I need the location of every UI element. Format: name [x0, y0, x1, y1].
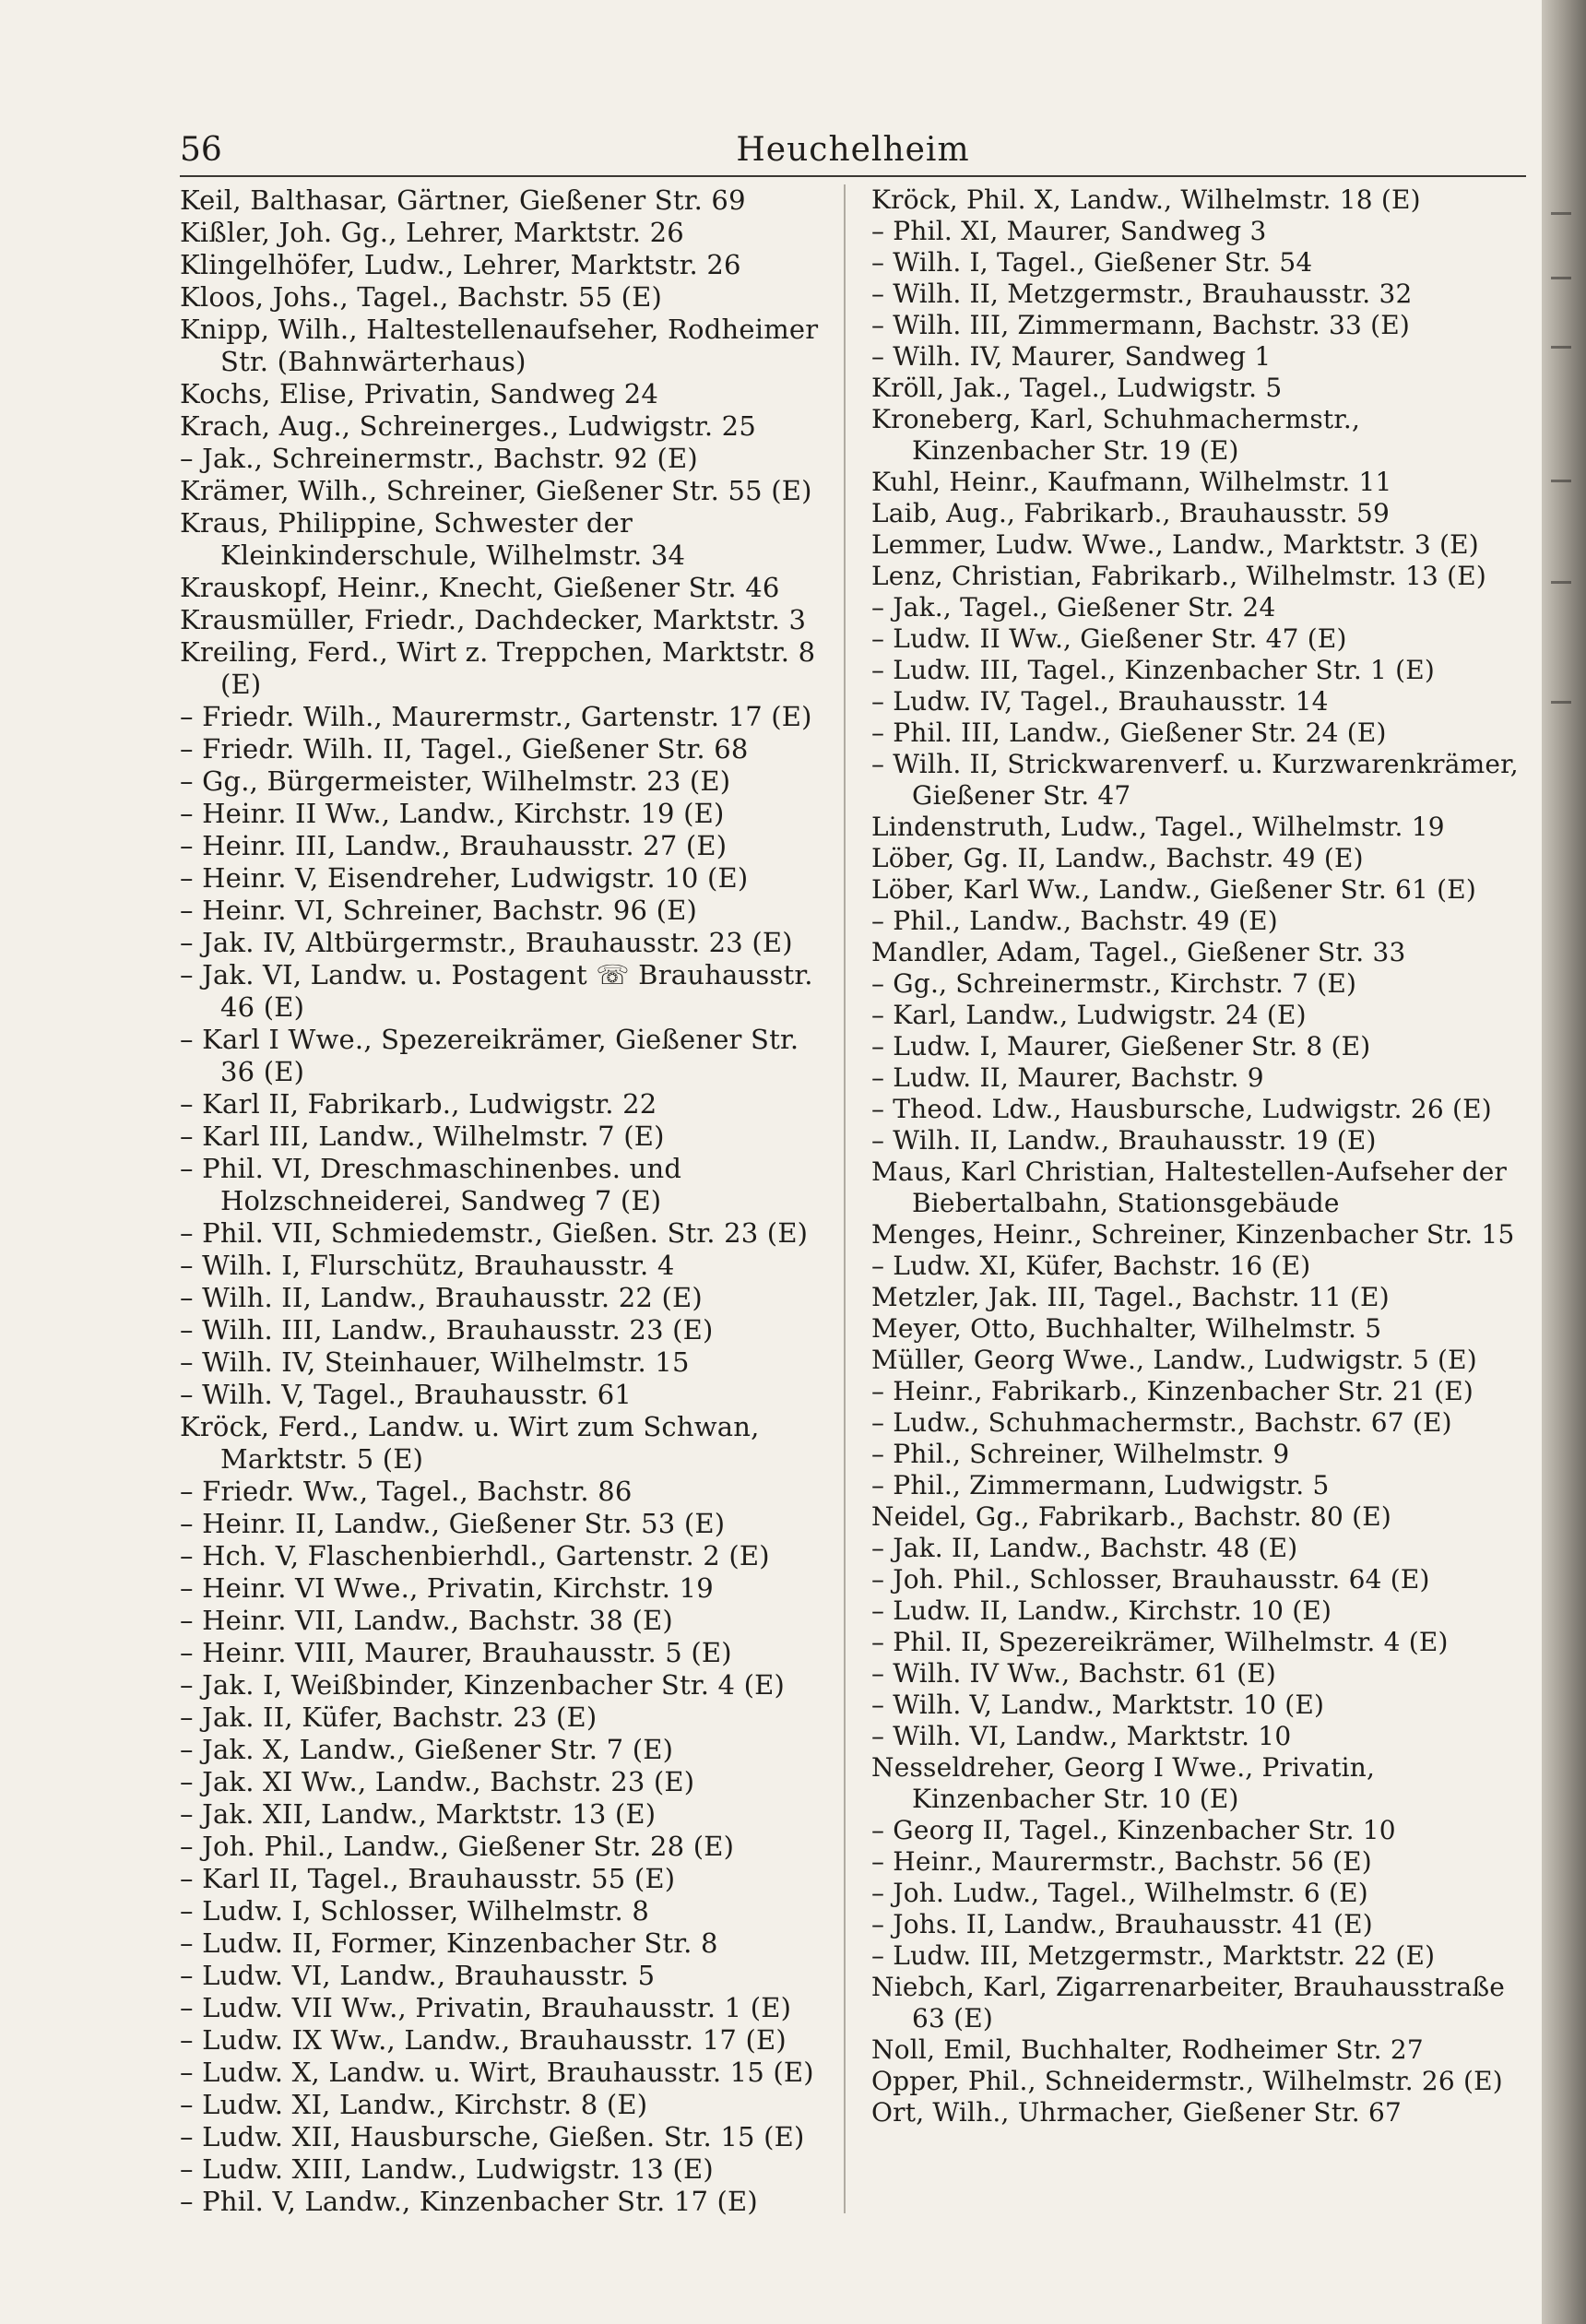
directory-entry: Löber, Karl Ww., Landw., Gießener Str. 61 (E)	[871, 874, 1477, 905]
directory-entry: – Wilh. II, Landw., Brauhausstr. 22 (E)	[180, 1282, 703, 1313]
directory-entry: – Jak. II, Landw., Bachstr. 48 (E)	[871, 1533, 1298, 1563]
page-number: 56	[180, 131, 222, 169]
directory-entry: – Karl II, Tagel., Brauhausstr. 55 (E)	[180, 1863, 676, 1894]
directory-entry: – Ludw. VII Ww., Privatin, Brauhausstr. 1 (E)	[180, 1992, 792, 2023]
directory-entry: – Jak. X, Landw., Gießener Str. 7 (E)	[180, 1734, 674, 1765]
directory-entry: – Wilh. II, Strickwarenverf. u. Kurzwarenkrämer, Gießener Str. 47	[871, 749, 1519, 811]
directory-entry: – Wilh. IV, Steinhauer, Wilhelmstr. 15	[180, 1346, 690, 1378]
directory-entry: Kroneberg, Karl, Schuhmachermstr., Kinzenbacher Str. 19 (E)	[871, 404, 1361, 466]
directory-entry: Noll, Emil, Buchhalter, Rodheimer Str. 27	[871, 2034, 1424, 2065]
directory-entry: Ort, Wilh., Uhrmacher, Gießener Str. 67	[871, 2097, 1403, 2128]
directory-entry: Kröll, Jak., Tagel., Ludwigstr. 5	[871, 373, 1283, 403]
directory-entry: – Jak. XI Ww., Landw., Bachstr. 23 (E)	[180, 1766, 695, 1797]
directory-entry: – Phil., Landw., Bachstr. 49 (E)	[871, 906, 1278, 936]
directory-entry: Knipp, Wilh., Haltestellenaufseher, Rodheimer Str. (Bahnwärterhaus)	[180, 314, 819, 377]
directory-entry: – Ludw. I, Schlosser, Wilhelmstr. 8	[180, 1895, 650, 1927]
directory-entry: – Wilh. VI, Landw., Marktstr. 10	[871, 1721, 1292, 1751]
directory-entry: – Hch. V, Flaschenbierhdl., Gartenstr. 2 (E)	[180, 1540, 770, 1571]
directory-entry: – Ludw. IX Ww., Landw., Brauhausstr. 17 (E)	[180, 2024, 787, 2056]
directory-entry: Menges, Heinr., Schreiner, Kinzenbacher Str. 15	[871, 1219, 1515, 1250]
directory-entry: – Gg., Bürgermeister, Wilhelmstr. 23 (E)	[180, 765, 731, 797]
directory-entry: – Theod. Ldw., Hausbursche, Ludwigstr. 26 (E)	[871, 1094, 1492, 1124]
directory-entry: – Wilh. V, Landw., Marktstr. 10 (E)	[871, 1690, 1325, 1720]
directory-entry: – Ludw. XI, Landw., Kirchstr. 8 (E)	[180, 2089, 648, 2120]
directory-entry: Kröck, Phil. X, Landw., Wilhelmstr. 18 (E)	[871, 184, 1421, 215]
directory-entry: – Heinr., Maurermstr., Bachstr. 56 (E)	[871, 1846, 1372, 1877]
directory-entry: – Friedr. Wilh. II, Tagel., Gießener Str. 68	[180, 733, 749, 765]
directory-entry: Krämer, Wilh., Schreiner, Gießener Str. 55 (E)	[180, 475, 812, 506]
directory-entry: – Ludw. II, Former, Kinzenbacher Str. 8	[180, 1927, 718, 1959]
directory-entry: Lemmer, Ludw. Wwe., Landw., Marktstr. 3 (E)	[871, 529, 1479, 560]
directory-entry: – Phil., Zimmermann, Ludwigstr. 5	[871, 1470, 1330, 1500]
directory-entry: – Ludw. XI, Küfer, Bachstr. 16 (E)	[871, 1251, 1311, 1281]
directory-entry: – Phil. II, Spezereikrämer, Wilhelmstr. 4 (E)	[871, 1627, 1449, 1657]
directory-entry: – Joh. Ludw., Tagel., Wilhelmstr. 6 (E)	[871, 1878, 1368, 1908]
directory-entry: – Ludw. VI, Landw., Brauhausstr. 5	[180, 1960, 656, 1991]
directory-entry: – Wilh. IV, Maurer, Sandweg 1	[871, 341, 1272, 372]
directory-entry: – Wilh. I, Tagel., Gießener Str. 54	[871, 247, 1313, 278]
directory-entry: – Karl, Landw., Ludwigstr. 24 (E)	[871, 1000, 1307, 1030]
directory-entry: Lindenstruth, Ludw., Tagel., Wilhelmstr. 19	[871, 812, 1445, 842]
directory-entry: Löber, Gg. II, Landw., Bachstr. 49 (E)	[871, 843, 1364, 873]
directory-entry: Meyer, Otto, Buchhalter, Wilhelmstr. 5	[871, 1313, 1382, 1344]
left-column	[180, 184, 830, 2232]
directory-entry: – Heinr. VI Wwe., Privatin, Kirchstr. 19	[180, 1572, 714, 1604]
directory-entry: Krausmüller, Friedr., Dachdecker, Marktstr. 3	[180, 604, 807, 635]
directory-entry: – Friedr. Wilh., Maurermstr., Gartenstr. 17 (E)	[180, 701, 812, 732]
directory-entry: – Heinr. II Ww., Landw., Kirchstr. 19 (E)	[180, 798, 725, 829]
directory-entry: – Karl II, Fabrikarb., Ludwigstr. 22	[180, 1088, 657, 1120]
directory-entry: – Heinr., Fabrikarb., Kinzenbacher Str. 21 (E)	[871, 1376, 1474, 1406]
directory-entry: – Heinr. III, Landw., Brauhausstr. 27 (E)	[180, 830, 728, 861]
directory-entry: – Ludw. IV, Tagel., Brauhausstr. 14	[871, 686, 1329, 717]
directory-entry: Opper, Phil., Schneidermstr., Wilhelmstr. 26 (E)	[871, 2066, 1503, 2096]
directory-entry: – Phil. VII, Schmiedemstr., Gießen. Str. 23 (E)	[180, 1217, 809, 1249]
directory-entry: Lenz, Christian, Fabrikarb., Wilhelmstr. 13 (E)	[871, 561, 1487, 591]
directory-entry: – Jak. I, Weißbinder, Kinzenbacher Str. 4 (E)	[180, 1669, 785, 1701]
right-column	[871, 184, 1521, 2232]
adjacent-page-edge	[1542, 0, 1586, 2324]
directory-entry: – Phil., Schreiner, Wilhelmstr. 9	[871, 1439, 1290, 1469]
header-rule	[180, 175, 1526, 177]
directory-entry: – Wilh. II, Metzgermstr., Brauhausstr. 32	[871, 279, 1413, 309]
directory-entry: Kißler, Joh. Gg., Lehrer, Marktstr. 26	[180, 217, 684, 248]
directory-entry: – Friedr. Ww., Tagel., Bachstr. 86	[180, 1476, 633, 1507]
directory-entry: – Ludw. III, Tagel., Kinzenbacher Str. 1 (E)	[871, 655, 1436, 685]
directory-entry: – Heinr. II, Landw., Gießener Str. 53 (E)	[180, 1508, 726, 1539]
directory-entry: – Joh. Phil., Landw., Gießener Str. 28 (E)	[180, 1831, 735, 1862]
directory-entry: – Phil. VI, Dreschmaschinenbes. und Holzschneiderei, Sandweg 7 (E)	[180, 1153, 682, 1216]
directory-entry: Kreiling, Ferd., Wirt z. Treppchen, Marktstr. 8 (E)	[180, 636, 816, 700]
directory-entry: – Ludw. XII, Hausbursche, Gießen. Str. 15 (E)	[180, 2121, 805, 2152]
directory-entry: – Heinr. VIII, Maurer, Brauhausstr. 5 (E)	[180, 1637, 732, 1668]
directory-entry: – Phil. V, Landw., Kinzenbacher Str. 17 (E)	[180, 2186, 758, 2217]
directory-entry: – Heinr. V, Eisendreher, Ludwigstr. 10 (E)	[180, 862, 749, 894]
directory-entry: Keil, Balthasar, Gärtner, Gießener Str. 69	[180, 184, 746, 216]
directory-entry: – Ludw., Schuhmachermstr., Bachstr. 67 (E)	[871, 1407, 1452, 1438]
directory-entry: – Jak. II, Küfer, Bachstr. 23 (E)	[180, 1702, 598, 1733]
directory-entry: – Heinr. VII, Landw., Bachstr. 38 (E)	[180, 1605, 673, 1636]
directory-entry: Müller, Georg Wwe., Landw., Ludwigstr. 5 (E)	[871, 1345, 1477, 1375]
directory-entry: Niebch, Karl, Zigarrenarbeiter, Brauhausstraße 63 (E)	[871, 1972, 1506, 2034]
directory-entry: – Johs. II, Landw., Brauhausstr. 41 (E)	[871, 1909, 1373, 1939]
directory-entry: – Jak. IV, Altbürgermstr., Brauhausstr. 23 (E)	[180, 927, 793, 958]
running-title: Heuchelheim	[736, 131, 970, 169]
directory-entry: Krauskopf, Heinr., Knecht, Gießener Str. 46	[180, 572, 780, 603]
directory-entry: – Ludw. II Ww., Gießener Str. 47 (E)	[871, 623, 1347, 654]
directory-entry: – Ludw. II, Landw., Kirchstr. 10 (E)	[871, 1595, 1332, 1626]
directory-entry: – Ludw. XIII, Landw., Ludwigstr. 13 (E)	[180, 2153, 714, 2185]
directory-entry: Neidel, Gg., Fabrikarb., Bachstr. 80 (E)	[871, 1501, 1391, 1532]
directory-entry: Laib, Aug., Fabrikarb., Brauhausstr. 59	[871, 498, 1390, 528]
directory-entry: Kröck, Ferd., Landw. u. Wirt zum Schwan, Marktstr. 5 (E)	[180, 1411, 760, 1475]
directory-entry: Maus, Karl Christian, Haltestellen-Aufseher der Biebertalbahn, Stationsgebäude	[871, 1156, 1508, 1218]
directory-entry: Metzler, Jak. III, Tagel., Bachstr. 11 (E)	[871, 1282, 1390, 1312]
directory-entry: – Wilh. IV Ww., Bachstr. 61 (E)	[871, 1658, 1276, 1689]
directory-entry: – Phil. XI, Maurer, Sandweg 3	[871, 216, 1267, 246]
directory-entry: – Heinr. VI, Schreiner, Bachstr. 96 (E)	[180, 895, 697, 926]
directory-entry: – Wilh. V, Tagel., Brauhausstr. 61	[180, 1379, 633, 1410]
directory-entry: Kuhl, Heinr., Kaufmann, Wilhelmstr. 11	[871, 467, 1392, 497]
directory-entry: – Ludw. II, Maurer, Bachstr. 9	[871, 1062, 1264, 1093]
directory-entry: Nesseldreher, Georg I Wwe., Privatin, Kinzenbacher Str. 10 (E)	[871, 1752, 1376, 1814]
directory-entry: – Jak., Tagel., Gießener Str. 24	[871, 592, 1276, 622]
directory-entry: Krach, Aug., Schreinerges., Ludwigstr. 25	[180, 410, 756, 442]
directory-entry: – Wilh. II, Landw., Brauhausstr. 19 (E)	[871, 1125, 1377, 1156]
directory-entry: – Jak., Schreinermstr., Bachstr. 92 (E)	[180, 443, 698, 474]
directory-entry: Klingelhöfer, Ludw., Lehrer, Marktstr. 26	[180, 249, 741, 280]
directory-entry: Kraus, Philippine, Schwester der Kleinkinderschule, Wilhelmstr. 34	[180, 507, 686, 571]
directory-entry: – Phil. III, Landw., Gießener Str. 24 (E)	[871, 717, 1387, 748]
directory-entry: – Ludw. I, Maurer, Gießener Str. 8 (E)	[871, 1031, 1371, 1061]
column-divider	[844, 184, 846, 2213]
directory-entry: – Gg., Schreinermstr., Kirchstr. 7 (E)	[871, 968, 1357, 999]
directory-entry: – Wilh. III, Landw., Brauhausstr. 23 (E)	[180, 1314, 714, 1346]
directory-entry: Kochs, Elise, Privatin, Sandweg 24	[180, 378, 659, 409]
directory-entry: Kloos, Johs., Tagel., Bachstr. 55 (E)	[180, 281, 662, 313]
directory-entry: – Jak. XII, Landw., Marktstr. 13 (E)	[180, 1798, 657, 1830]
directory-entry: – Georg II, Tagel., Kinzenbacher Str. 10	[871, 1815, 1396, 1845]
page-header	[180, 127, 1526, 173]
directory-entry: – Wilh. I, Flurschütz, Brauhausstr. 4	[180, 1250, 675, 1281]
directory-entry: – Karl III, Landw., Wilhelmstr. 7 (E)	[180, 1120, 665, 1152]
directory-entry: – Karl I Wwe., Spezereikrämer, Gießener Str. 36 (E)	[180, 1024, 799, 1087]
directory-entry: – Ludw. III, Metzgermstr., Marktstr. 22 (E)	[871, 1940, 1436, 1971]
directory-entry: – Wilh. III, Zimmermann, Bachstr. 33 (E)	[871, 310, 1411, 340]
directory-entry: – Jak. VI, Landw. u. Postagent ☏ Brauhausstr. 46 (E)	[180, 959, 813, 1023]
directory-entry: Mandler, Adam, Tagel., Gießener Str. 33	[871, 937, 1406, 967]
directory-entry: – Joh. Phil., Schlosser, Brauhausstr. 64 (E)	[871, 1564, 1430, 1595]
directory-entry: – Ludw. X, Landw. u. Wirt, Brauhausstr. 15 (E)	[180, 2057, 814, 2088]
